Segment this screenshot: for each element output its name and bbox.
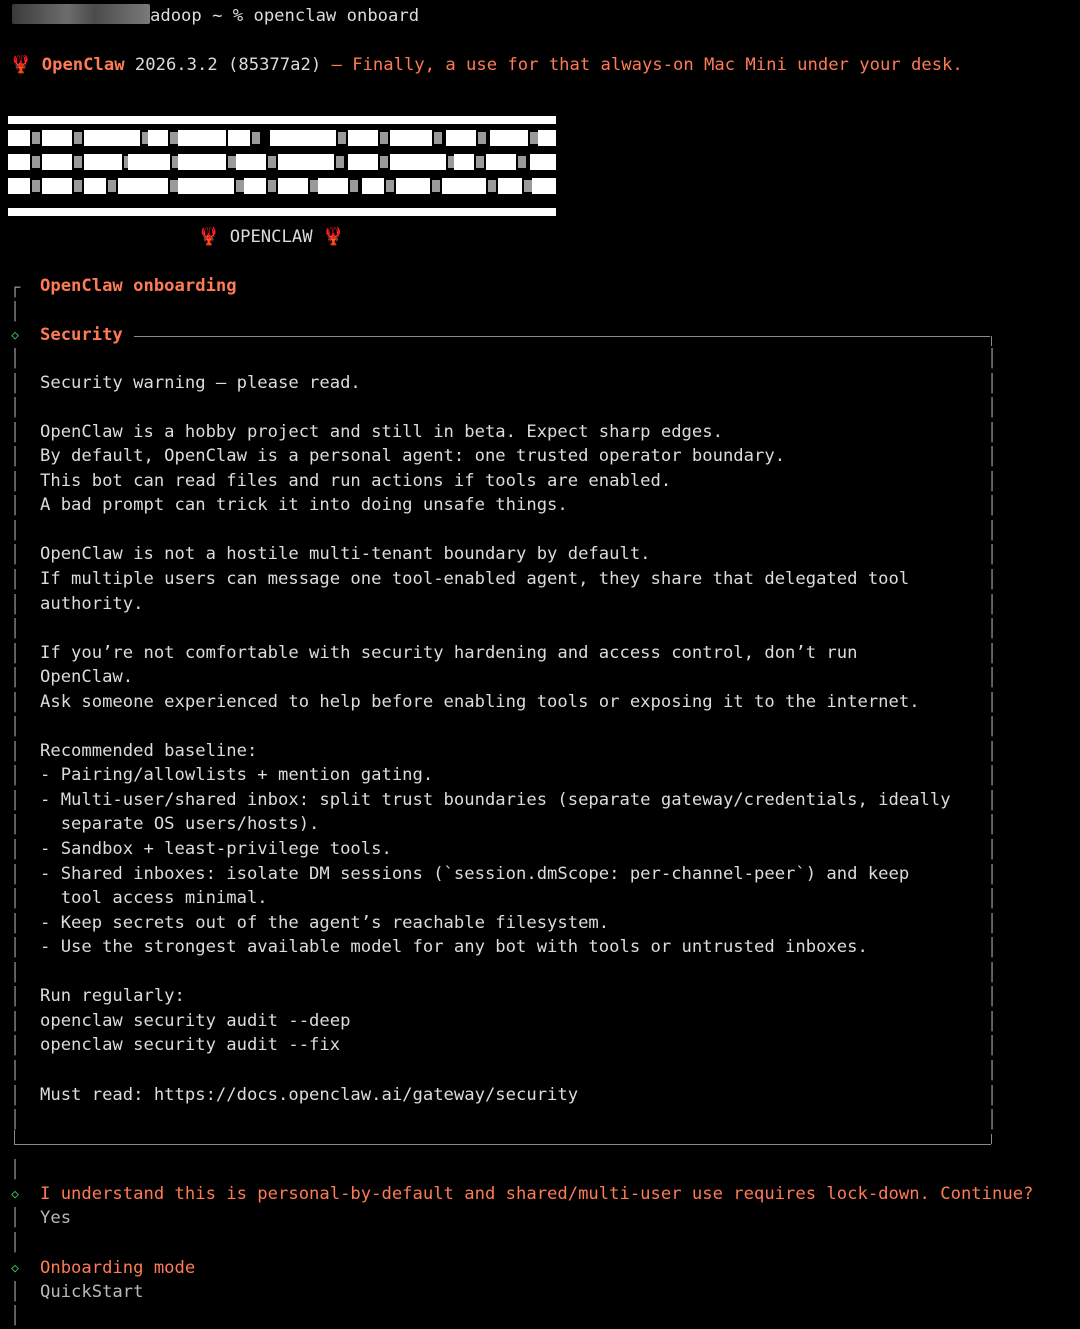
security-box-right-border: │ bbox=[986, 815, 998, 835]
tree-bar: │ bbox=[9, 693, 21, 713]
banner-label-row bbox=[198, 225, 344, 249]
security-line: This bot can read files and run actions if tools are enabled. bbox=[40, 471, 672, 491]
banner-block bbox=[490, 130, 528, 146]
security-box-right-border: │ bbox=[986, 668, 998, 688]
tree-bar: │ bbox=[9, 349, 21, 369]
banner-shade bbox=[488, 180, 496, 192]
banner-shade bbox=[170, 180, 178, 192]
banner-shade bbox=[524, 180, 532, 192]
version-header bbox=[10, 53, 963, 77]
security-line: Run regularly: bbox=[40, 986, 185, 1006]
tree-bar: │ bbox=[9, 1306, 21, 1326]
banner-block bbox=[42, 154, 72, 170]
tree-bar: │ bbox=[9, 374, 21, 394]
tree-bar: │ bbox=[9, 472, 21, 492]
banner-block bbox=[8, 130, 30, 146]
banner-block bbox=[318, 178, 348, 194]
tree-bar: │ bbox=[9, 1061, 21, 1081]
security-line: Ask someone experienced to help before enabling tools or exposing it to the internet. bbox=[40, 692, 920, 712]
banner-shade bbox=[228, 156, 236, 168]
security-box-right-border: │ bbox=[986, 693, 998, 713]
banner-shade bbox=[386, 180, 394, 192]
tree-bar: │ bbox=[9, 717, 21, 737]
tree-bar: │ bbox=[9, 938, 21, 958]
lobster-icon: 🦞 bbox=[10, 55, 32, 75]
security-line: OpenClaw is a hobby project and still in beta. Expect sharp edges. bbox=[40, 422, 723, 442]
security-box-bottom-corner bbox=[991, 1134, 992, 1144]
banner-block bbox=[128, 154, 170, 170]
app-name: OpenClaw bbox=[41, 55, 125, 75]
security-box-right-border: │ bbox=[986, 423, 998, 443]
security-line: OpenClaw. bbox=[40, 667, 134, 687]
security-box-right-border: │ bbox=[986, 766, 998, 786]
banner-block bbox=[396, 178, 430, 194]
security-box-right-border: │ bbox=[986, 398, 998, 418]
tree-bar: │ bbox=[9, 742, 21, 762]
banner-shade bbox=[432, 180, 440, 192]
tree-bar: │ bbox=[9, 447, 21, 467]
security-line: - Keep secrets out of the agent’s reachable filesystem. bbox=[40, 913, 610, 933]
banner-block bbox=[454, 154, 474, 170]
security-box-right-border: │ bbox=[986, 447, 998, 467]
banner-block bbox=[362, 178, 384, 194]
security-box-right-border: │ bbox=[986, 742, 998, 762]
security-box-right-border: │ bbox=[986, 545, 998, 565]
banner-block bbox=[390, 154, 446, 170]
banner-block bbox=[148, 130, 168, 146]
security-line: A bad prompt can trick it into doing unsafe things. bbox=[40, 495, 568, 515]
onboarding-mode-value: QuickStart bbox=[40, 1282, 144, 1302]
security-box-right-border: │ bbox=[986, 595, 998, 615]
shell-prompt bbox=[150, 4, 419, 28]
security-box-corner bbox=[991, 336, 992, 346]
confirm-question: I understand this is personal-by-default and shared/multi-user use requires lock-down. Continue? bbox=[40, 1184, 1034, 1204]
security-box-top-border bbox=[134, 336, 990, 337]
security-line: separate OS users/hosts). bbox=[40, 814, 320, 834]
banner-block bbox=[236, 154, 266, 170]
security-box-right-border: │ bbox=[986, 1110, 998, 1130]
tree-bar: │ bbox=[9, 644, 21, 664]
banner-shade bbox=[530, 132, 538, 144]
banner-shade bbox=[74, 156, 82, 168]
banner-shade bbox=[478, 132, 486, 144]
app-tagline: – Finally, a use for that always-on Mac Mini under your desk. bbox=[321, 55, 963, 75]
security-line: - Multi-user/shared inbox: split trust boundaries (separate gateway/credentials, ideally bbox=[40, 790, 951, 810]
banner-block bbox=[348, 130, 378, 146]
security-box-left-tick bbox=[14, 1130, 15, 1144]
security-box-right-border: │ bbox=[986, 1036, 998, 1056]
security-box-right-border: │ bbox=[986, 374, 998, 394]
banner-block bbox=[278, 178, 308, 194]
tree-bar: │ bbox=[9, 398, 21, 418]
security-box-right-border: │ bbox=[986, 1012, 998, 1032]
security-box-right-border: │ bbox=[986, 349, 998, 369]
tree-bar: │ bbox=[9, 766, 21, 786]
tree-bar: │ bbox=[9, 791, 21, 811]
security-heading: Security bbox=[40, 325, 123, 345]
security-box-right-border: │ bbox=[986, 865, 998, 885]
banner-block bbox=[446, 130, 476, 146]
security-line: authority. bbox=[40, 594, 144, 614]
banner-block bbox=[442, 178, 486, 194]
security-line: Recommended baseline: bbox=[40, 741, 258, 761]
tree-bar: │ bbox=[9, 914, 21, 934]
confirm-answer: Yes bbox=[40, 1208, 72, 1228]
banner-block bbox=[178, 154, 226, 170]
banner-shade bbox=[336, 156, 344, 168]
security-line: OpenClaw is not a hostile multi-tenant boundary by default. bbox=[40, 544, 651, 564]
banner-block bbox=[278, 154, 334, 170]
tree-bar: │ bbox=[9, 1233, 21, 1253]
banner-block bbox=[8, 154, 30, 170]
banner-block bbox=[178, 130, 226, 146]
banner-shade bbox=[476, 156, 484, 168]
tree-bar: │ bbox=[9, 987, 21, 1007]
security-box-right-border: │ bbox=[986, 496, 998, 516]
banner-block bbox=[348, 154, 378, 170]
banner-shade bbox=[252, 132, 260, 144]
diamond-icon: ◇ bbox=[11, 1261, 19, 1276]
security-line: - Pairing/allowlists + mention gating. bbox=[40, 765, 434, 785]
banner-block bbox=[270, 130, 336, 146]
tree-bar: │ bbox=[9, 1110, 21, 1130]
app-version: 2026.3.2 (85377a2) bbox=[124, 55, 322, 75]
diamond-icon: ◇ bbox=[11, 1187, 19, 1202]
tree-bar: │ bbox=[9, 570, 21, 590]
security-line: openclaw security audit --fix bbox=[40, 1035, 341, 1055]
onboarding-mode-label: Onboarding mode bbox=[40, 1258, 196, 1278]
banner-block bbox=[42, 130, 72, 146]
tree-bar: │ bbox=[9, 1160, 21, 1180]
tree-bar: │ bbox=[9, 302, 21, 322]
security-box-bottom-border bbox=[14, 1144, 991, 1145]
lobster-icon-left: 🦞 bbox=[198, 227, 220, 247]
security-line: If you’re not comfortable with security hardening and access control, don’t run bbox=[40, 643, 858, 663]
banner-label: OPENCLAW bbox=[229, 227, 313, 247]
security-box-right-border: │ bbox=[986, 840, 998, 860]
banner-shade bbox=[350, 180, 358, 192]
tree-bar: │ bbox=[9, 1086, 21, 1106]
tree-bar: │ bbox=[9, 496, 21, 516]
ascii-banner bbox=[8, 116, 556, 216]
security-box-right-border: │ bbox=[986, 987, 998, 1007]
banner-block bbox=[8, 178, 30, 194]
banner-block bbox=[538, 130, 556, 146]
tree-bar: │ bbox=[9, 595, 21, 615]
prompt-command: ~ % openclaw onboard bbox=[201, 6, 420, 26]
security-line: tool access minimal. bbox=[40, 888, 268, 908]
security-line: - Sandbox + least-privilege tools. bbox=[40, 839, 392, 859]
tree-bar: │ bbox=[9, 840, 21, 860]
banner-shade bbox=[32, 132, 40, 144]
prompt-partial-user: adoop bbox=[150, 6, 202, 26]
tree-bar: │ bbox=[9, 815, 21, 835]
security-box-right-border: │ bbox=[986, 791, 998, 811]
tree-bar: │ bbox=[9, 423, 21, 443]
tree-bar: │ bbox=[9, 963, 21, 983]
banner-block bbox=[532, 178, 556, 194]
banner-shade bbox=[310, 180, 318, 192]
security-line: Security warning — please read. bbox=[40, 373, 361, 393]
security-line: openclaw security audit --deep bbox=[40, 1011, 351, 1031]
tree-bar: │ bbox=[9, 619, 21, 639]
redacted-username bbox=[12, 4, 150, 24]
tree-bar: │ bbox=[9, 889, 21, 909]
banner-block bbox=[118, 178, 168, 194]
banner-shade bbox=[434, 132, 442, 144]
security-box-right-border: │ bbox=[986, 472, 998, 492]
banner-block bbox=[84, 130, 140, 146]
security-box-right-border: │ bbox=[986, 570, 998, 590]
security-box-right-border: │ bbox=[986, 914, 998, 934]
banner-block bbox=[228, 130, 250, 146]
security-box-right-border: │ bbox=[986, 717, 998, 737]
security-line: - Use the strongest available model for any bot with tools or untrusted inboxes. bbox=[40, 937, 868, 957]
banner-block bbox=[486, 154, 516, 170]
banner-shade bbox=[74, 180, 82, 192]
banner-block bbox=[530, 154, 556, 170]
security-box-right-border: │ bbox=[986, 889, 998, 909]
banner-shade bbox=[268, 156, 276, 168]
security-box-right-border: │ bbox=[986, 644, 998, 664]
security-box-right-border: │ bbox=[986, 1086, 998, 1106]
security-box-right-border: │ bbox=[986, 963, 998, 983]
tree-bar: │ bbox=[9, 545, 21, 565]
tree-bar: │ bbox=[9, 1036, 21, 1056]
diamond-icon: ◇ bbox=[11, 328, 19, 343]
banner-shade bbox=[338, 132, 346, 144]
banner-shade bbox=[380, 132, 388, 144]
banner-shade bbox=[74, 132, 82, 144]
tree-bar: │ bbox=[9, 1012, 21, 1032]
banner-shade bbox=[380, 156, 388, 168]
banner-block bbox=[42, 178, 72, 194]
banner-shade bbox=[32, 156, 40, 168]
lobster-icon-right: 🦞 bbox=[322, 227, 345, 247]
tree-bar: │ bbox=[9, 1208, 21, 1228]
security-line: If multiple users can message one tool-enabled agent, they share that delegated tool bbox=[40, 569, 910, 589]
security-box-right-border: │ bbox=[986, 619, 998, 639]
banner-shade bbox=[268, 180, 276, 192]
security-box-right-border: │ bbox=[986, 938, 998, 958]
banner-block bbox=[244, 178, 266, 194]
banner-block bbox=[498, 178, 522, 194]
security-line: Must read: https://docs.openclaw.ai/gateway/security bbox=[40, 1085, 579, 1105]
banner-shade bbox=[518, 156, 526, 168]
tree-bar: │ bbox=[9, 668, 21, 688]
onboarding-title: OpenClaw onboarding bbox=[40, 276, 237, 296]
tree-corner-icon: ┌ bbox=[9, 278, 21, 298]
security-line: - Shared inboxes: isolate DM sessions (`session.dmScope: per-channel-peer`) and keep bbox=[40, 864, 910, 884]
banner-block bbox=[84, 178, 106, 194]
banner-block bbox=[390, 130, 432, 146]
security-box-right-border: │ bbox=[986, 521, 998, 541]
tree-bar: │ bbox=[9, 1282, 21, 1302]
security-line: By default, OpenClaw is a personal agent: one trusted operator boundary. bbox=[40, 446, 786, 466]
banner-shade bbox=[170, 132, 178, 144]
banner-shade bbox=[108, 180, 116, 192]
banner-block bbox=[178, 178, 234, 194]
tree-bar: │ bbox=[9, 521, 21, 541]
security-box-right-border: │ bbox=[986, 1061, 998, 1081]
banner-shade bbox=[236, 180, 244, 192]
banner-block bbox=[84, 154, 122, 170]
banner-shade bbox=[32, 180, 40, 192]
tree-bar: │ bbox=[9, 865, 21, 885]
